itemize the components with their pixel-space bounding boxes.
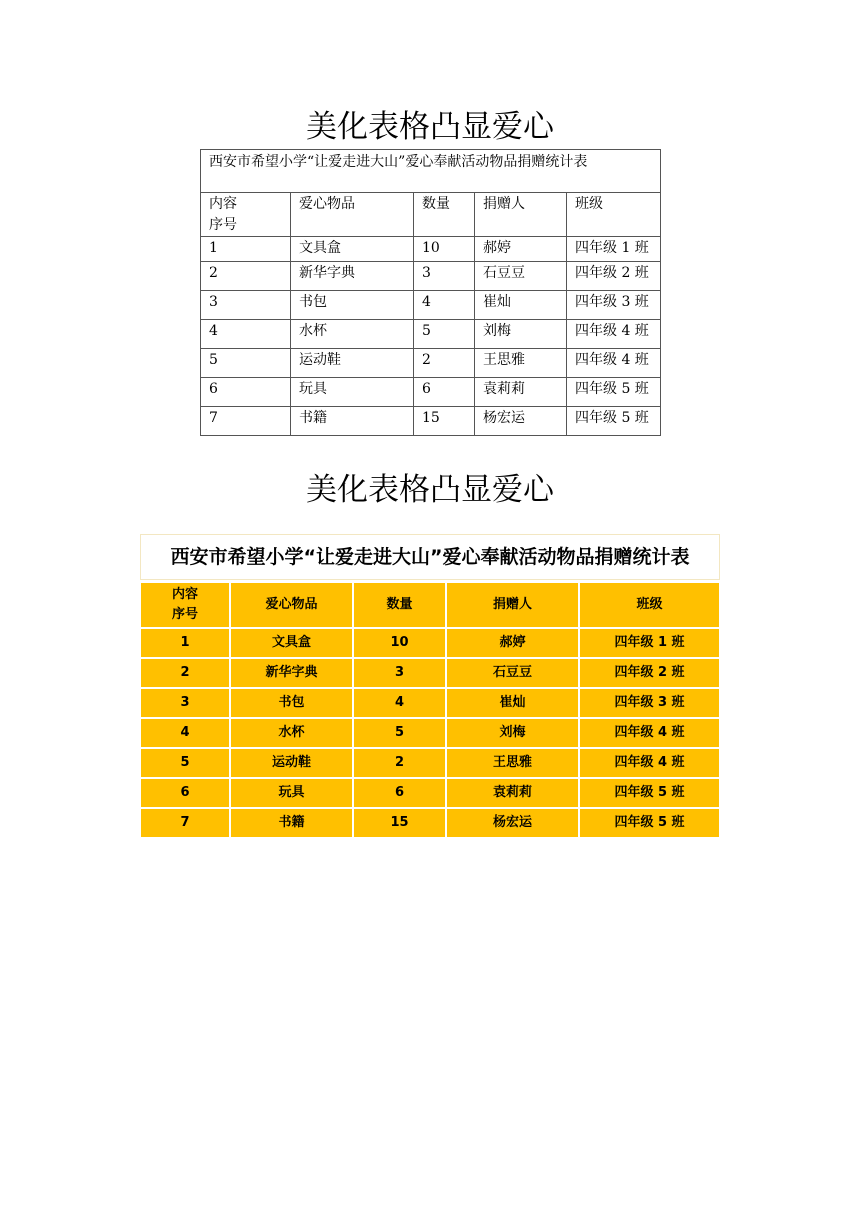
header-cell-index [201, 193, 291, 237]
cell-index: 6 [201, 378, 291, 407]
cell-quantity: 15 [354, 809, 445, 837]
header-cell-class: 班级 [567, 193, 661, 237]
cell-index: 5 [141, 749, 229, 777]
cell-class: 四年级 1 班 [580, 629, 719, 657]
cell-class: 四年级 3 班 [567, 291, 661, 320]
header-cell-donor: 捐赠人 [475, 193, 567, 237]
header-cell-item: 爱心物品 [231, 583, 352, 627]
header-content-label: 内容 [171, 587, 198, 602]
cell-item: 文具盒 [291, 237, 414, 262]
table-row [141, 659, 719, 687]
cell-index: 1 [141, 629, 229, 657]
cell-quantity: 2 [354, 749, 445, 777]
table-row [201, 320, 661, 349]
header-cell-quantity: 数量 [414, 193, 475, 237]
table-row [201, 349, 661, 378]
cell-donor: 袁莉莉 [475, 378, 567, 407]
cell-donor: 崔灿 [447, 689, 578, 717]
cell-quantity: 4 [354, 689, 445, 717]
cell-donor: 郝婷 [447, 629, 578, 657]
cell-item: 新华字典 [291, 262, 414, 291]
styled-table-title: 西安市希望小学“让爱走进大山”爱心奉献活动物品捐赠统计表 [140, 534, 720, 580]
cell-donor: 刘梅 [447, 719, 578, 747]
cell-class: 四年级 4 班 [580, 719, 719, 747]
header-index-label: 序号 [171, 607, 198, 622]
cell-quantity: 15 [414, 407, 475, 436]
cell-donor: 石豆豆 [447, 659, 578, 687]
cell-index: 4 [201, 320, 291, 349]
page-heading-1: 美化表格凸显爱心 [306, 109, 554, 145]
cell-class: 四年级 5 班 [567, 378, 661, 407]
cell-index: 2 [141, 659, 229, 687]
cell-item: 运动鞋 [291, 349, 414, 378]
cell-donor: 石豆豆 [475, 262, 567, 291]
cell-index: 3 [141, 689, 229, 717]
cell-donor: 杨宏运 [475, 407, 567, 436]
table-row [141, 689, 719, 717]
cell-index: 6 [141, 779, 229, 807]
cell-index: 5 [201, 349, 291, 378]
cell-quantity: 6 [354, 779, 445, 807]
table-row [141, 809, 719, 837]
cell-class: 四年级 5 班 [567, 407, 661, 436]
table-row [201, 237, 661, 262]
cell-class: 四年级 4 班 [567, 349, 661, 378]
header-cell-class: 班级 [580, 583, 719, 627]
plain-donation-table [200, 149, 661, 436]
cell-quantity: 5 [354, 719, 445, 747]
table-row [141, 719, 719, 747]
cell-item: 玩具 [231, 779, 352, 807]
table-header-row [141, 583, 719, 627]
cell-class: 四年级 5 班 [580, 779, 719, 807]
cell-quantity: 2 [414, 349, 475, 378]
cell-quantity: 3 [414, 262, 475, 291]
cell-item: 书包 [291, 291, 414, 320]
header-cell-index [141, 583, 229, 627]
cell-class: 四年级 4 班 [567, 320, 661, 349]
cell-index: 7 [201, 407, 291, 436]
cell-donor: 郝婷 [475, 237, 567, 262]
cell-donor: 杨宏运 [447, 809, 578, 837]
table-row [141, 629, 719, 657]
cell-quantity: 5 [414, 320, 475, 349]
table-row [201, 262, 661, 291]
table-row [141, 749, 719, 777]
cell-item: 书籍 [231, 809, 352, 837]
cell-quantity: 10 [354, 629, 445, 657]
table-title: 西安市希望小学“让爱走进大山”爱心奉献活动物品捐赠统计表 [201, 150, 661, 193]
cell-donor: 崔灿 [475, 291, 567, 320]
table-row [201, 407, 661, 436]
styled-donation-table [140, 534, 720, 850]
header-index-label: 序号 [209, 217, 237, 233]
cell-class: 四年级 2 班 [567, 262, 661, 291]
styled-table-grid [139, 581, 721, 839]
cell-item: 水杯 [291, 320, 414, 349]
cell-class: 四年级 4 班 [580, 749, 719, 777]
cell-quantity: 6 [414, 378, 475, 407]
cell-item: 新华字典 [231, 659, 352, 687]
header-cell-donor: 捐赠人 [447, 583, 578, 627]
cell-donor: 王思雅 [447, 749, 578, 777]
cell-index: 2 [201, 262, 291, 291]
cell-donor: 王思雅 [475, 349, 567, 378]
table-row [201, 378, 661, 407]
cell-index: 7 [141, 809, 229, 837]
cell-class: 四年级 2 班 [580, 659, 719, 687]
cell-index: 3 [201, 291, 291, 320]
cell-index: 1 [201, 237, 291, 262]
table-row [141, 779, 719, 807]
table-title-row [201, 150, 661, 193]
cell-item: 文具盒 [231, 629, 352, 657]
cell-item: 水杯 [231, 719, 352, 747]
cell-class: 四年级 3 班 [580, 689, 719, 717]
cell-class: 四年级 5 班 [580, 809, 719, 837]
cell-item: 书籍 [291, 407, 414, 436]
page-heading-2: 美化表格凸显爱心 [306, 472, 554, 508]
table-row [201, 291, 661, 320]
header-cell-item: 爱心物品 [291, 193, 414, 237]
cell-item: 书包 [231, 689, 352, 717]
cell-class: 四年级 1 班 [567, 237, 661, 262]
cell-item: 运动鞋 [231, 749, 352, 777]
cell-index: 4 [141, 719, 229, 747]
header-cell-quantity: 数量 [354, 583, 445, 627]
table-header-row [201, 193, 661, 237]
cell-quantity: 4 [414, 291, 475, 320]
cell-item: 玩具 [291, 378, 414, 407]
cell-quantity: 10 [414, 237, 475, 262]
header-content-label: 内容 [209, 196, 237, 212]
cell-quantity: 3 [354, 659, 445, 687]
cell-donor: 袁莉莉 [447, 779, 578, 807]
cell-donor: 刘梅 [475, 320, 567, 349]
